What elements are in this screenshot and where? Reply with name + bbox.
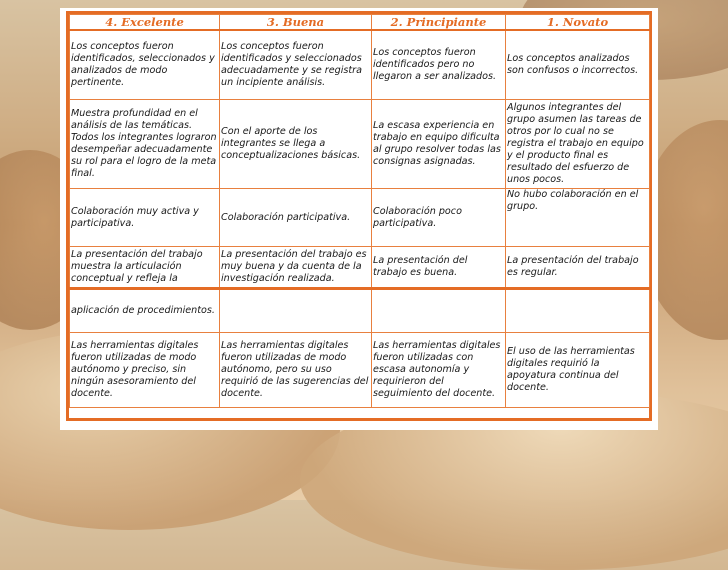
criterion-row-presentation-continued [70,289,650,333]
rubric-cell: Los conceptos analizados son confusos o incorrectos. [506,30,650,100]
rubric-cell: La presentación del trabajo es buena. [372,247,506,289]
rubric-cell: Las herramientas digitales fueron utilizadas de modo autónomo, pero su uso requirió de las sugerencias del docente. [220,333,372,408]
rubric-cell: Muestra profundidad en el análisis de las temáticas. Todos los integrantes lograron desempeñar adecuadamente su rol para el logro de la meta final. [70,100,220,189]
criterion-row-teamwork [70,100,650,189]
rubric-cell: La presentación del trabajo es muy buena y da cuenta de la investigación realizada. [220,247,372,289]
level-header-excelente: 4. Excelente [70,15,220,31]
rubric-cell [372,289,506,333]
rubric-cell: Los conceptos fueron identificados pero no llegaron a ser analizados. [372,30,506,100]
rubric-cell: Colaboración muy activa y participativa. [70,189,220,247]
rubric-cell: Los conceptos fueron identificados, seleccionados y analizados de modo pertinente. [70,30,220,100]
rubric-cell: Algunos integrantes del grupo asumen las tareas de otros por lo cual no se registra el trabajo en equipo y el producto final es resultado del esfuerzo de unos pocos. [506,100,650,189]
rubric-cell: La presentación del trabajo es regular. [506,247,650,289]
rubric-cell: Colaboración participativa. [220,189,372,247]
rubric-cell: La presentación del trabajo muestra la articulación conceptual y refleja la [70,247,220,289]
rubric-cell: Las herramientas digitales fueron utilizadas con escasa autonomía y requirieron del seguimiento del docente. [372,333,506,408]
rubric-cell: No hubo colaboración en el grupo. [506,189,650,247]
rubric-cell: aplicación de procedimientos. [70,289,220,333]
level-header-buena: 3. Buena [220,15,372,31]
rubric-cell [220,289,372,333]
rubric-cell: Colaboración poco participativa. [372,189,506,247]
level-header-principiante: 2. Principiante [372,15,506,31]
rubric-cell: Las herramientas digitales fueron utilizadas de modo autónomo y preciso, sin ningún asesoramiento del docente. [70,333,220,408]
rubric-table [69,14,650,408]
header-row [70,15,650,31]
criterion-row-digital-tools [70,333,650,408]
criterion-row-presentation [70,247,650,289]
rubric-cell: La escasa experiencia en trabajo en equipo dificulta al grupo resolver todas las consignas asignadas. [372,100,506,189]
rubric-cell: El uso de las herramientas digitales requirió la apoyatura continua del docente. [506,333,650,408]
criterion-row-collaboration [70,189,650,247]
level-header-novato: 1. Novato [506,15,650,31]
criterion-row-concepts [70,30,650,100]
rubric-cell: Los conceptos fueron identificados y seleccionados adecuadamente y se registra un incipiente análisis. [220,30,372,100]
rubric-cell [506,289,650,333]
rubric-cell: Con el aporte de los integrantes se llega a conceptualizaciones básicas. [220,100,372,189]
